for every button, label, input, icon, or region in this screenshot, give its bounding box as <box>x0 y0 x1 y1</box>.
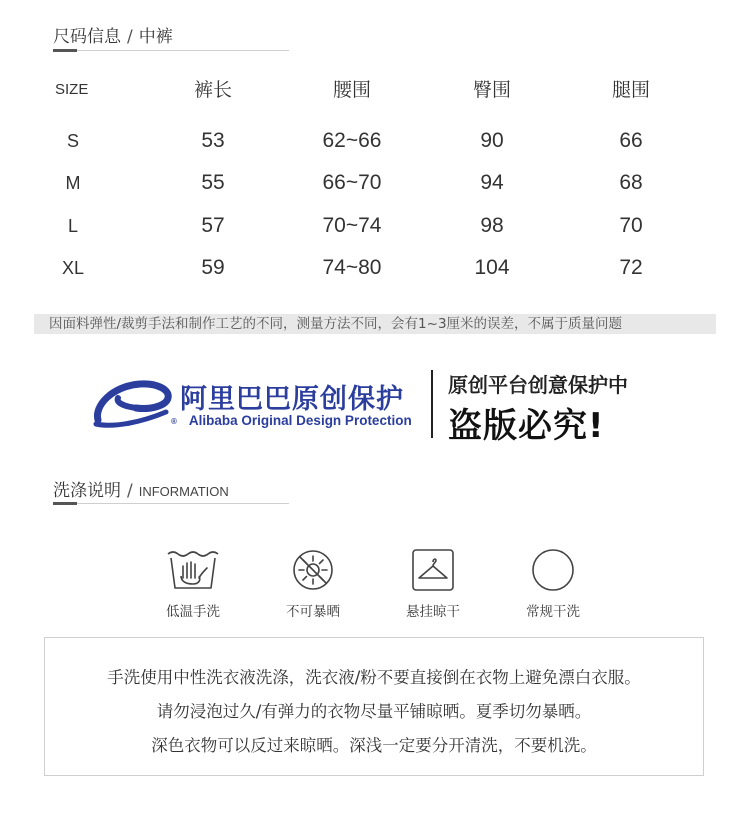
wash-item-no-sun <box>268 548 358 620</box>
length-cell: 57 <box>201 214 225 237</box>
alibaba-en-text: Alibaba Original Design Protection <box>188 413 412 428</box>
alibaba-en-name <box>171 413 412 428</box>
wash-section-subtitle: INFORMATION <box>138 484 229 499</box>
dry-clean-label: 常规干洗 <box>526 604 580 620</box>
length-cell: 59 <box>201 256 225 279</box>
size-cell: XL <box>61 258 85 278</box>
banner-piracy-warning: 盗版必究! <box>448 406 605 446</box>
header-leg: 腿围 <box>611 79 651 101</box>
table-row <box>0 163 750 203</box>
registered-mark: ® <box>171 416 177 426</box>
heading-separator: / <box>127 27 133 47</box>
hand-wash-label: 低温手洗 <box>166 604 220 620</box>
header-hip: 臀围 <box>472 79 512 101</box>
leg-cell: 72 <box>619 256 643 279</box>
banner-divider <box>431 370 433 438</box>
care-line: 请勿浸泡过久/有弹力的衣物尽量平铺晾晒。夏季切勿暴晒。 <box>156 702 592 721</box>
size-section-subtitle: 中裤 <box>138 27 173 47</box>
size-cell: M <box>65 173 81 193</box>
wash-section-title: 洗涤说明 <box>53 481 121 501</box>
alibaba-logo-icon <box>92 376 178 430</box>
waist-cell: 70~74 <box>322 214 382 237</box>
size-section-title: 尺码信息 <box>53 27 121 47</box>
table-row <box>0 248 750 288</box>
header-size: SIZE <box>55 81 89 98</box>
leg-cell: 68 <box>619 171 643 194</box>
care-instructions-box <box>44 637 704 776</box>
leg-cell: 70 <box>619 214 643 237</box>
hip-cell: 90 <box>480 129 504 152</box>
normal-dry-icon <box>531 548 575 592</box>
size-cell: S <box>66 131 80 151</box>
wash-item-dry-clean <box>508 548 598 620</box>
heading-separator: / <box>127 481 133 501</box>
hip-cell: 94 <box>480 171 504 194</box>
size-cell: L <box>67 216 79 236</box>
size-table-header-row <box>0 70 750 110</box>
hand-wash-icon <box>165 548 221 592</box>
waist-cell: 62~66 <box>322 129 382 152</box>
header-waist: 腰围 <box>332 79 372 101</box>
care-line: 手洗使用中性洗衣液洗涤，洗衣液/粉不要直接倒在衣物上避免漂白衣服。 <box>107 668 641 687</box>
size-section-underline <box>53 50 289 51</box>
leg-cell: 66 <box>619 129 643 152</box>
care-line: 深色衣物可以反过来晾晒。深浅一定要分开清洗，不要机洗。 <box>151 736 597 755</box>
header-length: 裤长 <box>193 79 233 101</box>
no-sun-icon <box>291 548 335 592</box>
waist-cell: 66~70 <box>322 171 382 194</box>
alibaba-protection-banner <box>0 360 750 450</box>
wash-item-hand-wash <box>148 548 238 620</box>
hip-cell: 104 <box>474 256 510 279</box>
hip-cell: 98 <box>480 214 504 237</box>
disclaimer-text: 因面料弹性/裁剪手法和制作工艺的不同，测量方法不同，会有1~3厘米的误差，不属于质量问题 <box>49 316 623 332</box>
measurement-disclaimer <box>34 314 716 334</box>
table-row <box>0 121 750 161</box>
alibaba-cn-name: 阿里巴巴原创保护 <box>180 384 404 415</box>
length-cell: 55 <box>201 171 225 194</box>
size-section-heading <box>53 22 173 47</box>
waist-cell: 74~80 <box>322 256 382 279</box>
hanger-icon <box>411 548 455 592</box>
length-cell: 53 <box>201 129 225 152</box>
table-row <box>0 206 750 246</box>
wash-section-heading <box>53 476 229 501</box>
banner-protection-text: 原创平台创意保护中 <box>448 373 628 397</box>
wash-section-underline <box>53 503 289 504</box>
no-sun-label: 不可暴晒 <box>286 604 340 620</box>
wash-item-hang-dry <box>388 548 478 620</box>
hang-dry-label: 悬挂晾干 <box>406 604 460 620</box>
